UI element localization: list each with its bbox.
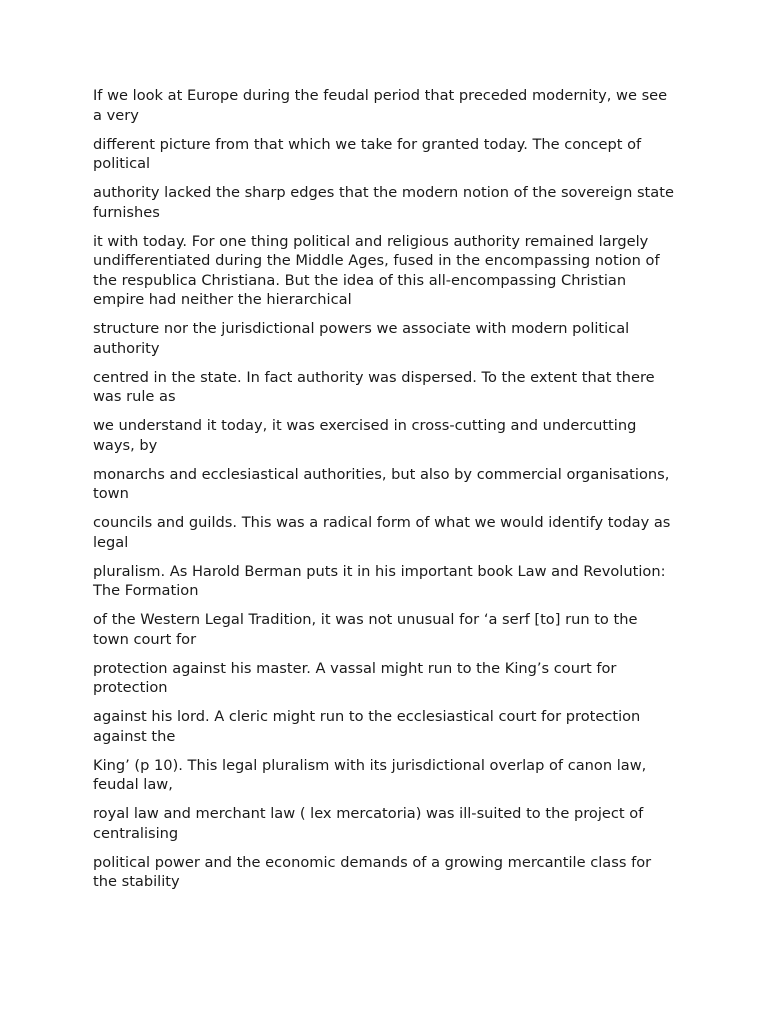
paragraph: we understand it today, it was exercised in cross-cutting and undercutting ways, by <box>93 417 637 454</box>
paragraph: King’ (p 10). This legal pluralism with its jurisdictional overlap of canon law, feudal law, <box>93 756 647 793</box>
paragraph: structure nor the jurisdictional powers we associate with modern political authority <box>93 320 630 357</box>
paragraph: If we look at Europe during the feudal period that preceded modernity, we see a very <box>93 87 668 124</box>
paragraph: authority lacked the sharp edges that the modern notion of the sovereign state furnishes <box>93 184 674 221</box>
paragraph: centred in the state. In fact authority was dispersed. To the extent that there was rule as <box>93 368 655 405</box>
paragraph: against his lord. A cleric might run to the ecclesiastical court for protection against the <box>93 708 641 745</box>
paragraph: it with today. For one thing political and religious authority remained largely undifferentiated during the Middle Ages, fused in the encompassing notion of the respublica Christiana. But the idea of this all-encompassing Christian empire had neither the hierarchical <box>93 232 660 308</box>
paragraph: of the Western Legal Tradition, it was not unusual for ‘a serf [to] run to the town court for <box>93 611 638 648</box>
paragraph: councils and guilds. This was a radical form of what we would identify today as legal <box>93 514 671 551</box>
paragraph: political power and the economic demands of a growing mercantile class for the stability <box>93 853 652 890</box>
paragraph: different picture from that which we take for granted today. The concept of political <box>93 135 642 172</box>
paragraph: protection against his master. A vassal might run to the King’s court for protection <box>93 659 617 696</box>
paragraph: pluralism. As Harold Berman puts it in his important book Law and Revolution: The Formation <box>93 562 666 599</box>
paragraph: royal law and merchant law ( lex mercatoria) was ill-suited to the project of centralising <box>93 805 644 842</box>
document-page <box>93 86 677 901</box>
paragraph: monarchs and ecclesiastical authorities, but also by commercial organisations, town <box>93 465 670 502</box>
